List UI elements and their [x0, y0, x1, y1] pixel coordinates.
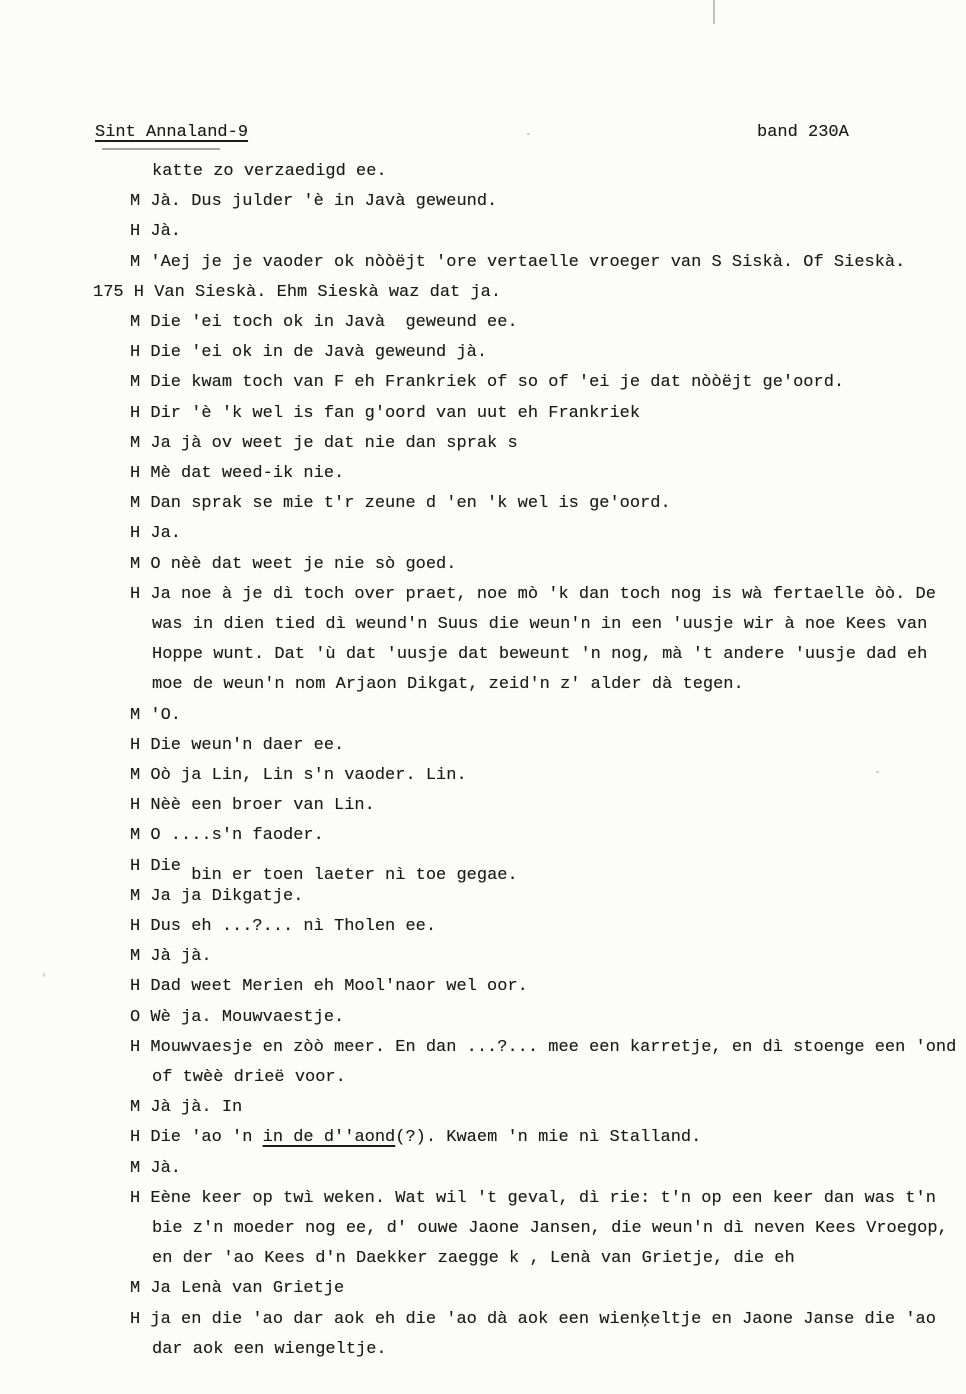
- transcript-line: M O nèè dat weet je nie sò goed.: [130, 554, 457, 574]
- transcript-line: M Jà jà.: [130, 947, 212, 967]
- transcript-line: M Ja jà ov weet je dat nie dan sprak s: [130, 433, 518, 453]
- transcript-line: H Die 'ei ok in de Javà geweund jà.: [130, 343, 488, 363]
- scan-artifact: [527, 133, 530, 135]
- line-segment: H Die 'ao 'n: [130, 1128, 263, 1148]
- transcript-line: M 'Aej je je vaoder ok nòòëjt 'ore vertaelle vroeger van S Siskà. Of Sieskà.: [130, 252, 906, 272]
- transcript-line: M Jà. Dus julder 'è in Javà geweund.: [130, 192, 498, 212]
- transcript-line: H Dus eh ...?... nì Tholen ee.: [130, 917, 437, 936]
- scan-artifact: [876, 771, 879, 773]
- transcript-line: en der 'ao Kees d'n Daekker zaegge k , Lenà van Grietje, die eh: [152, 1249, 795, 1269]
- transcript-line: 175 H Van Sieskà. Ehm Sieskà waz dat ja.: [93, 282, 502, 302]
- page-title: Sint Annaland-9: [95, 123, 249, 142]
- transcript-line: M O ....s'n faoder.: [130, 826, 324, 846]
- transcript-line: H Jà.: [130, 222, 182, 242]
- transcript-line: H Die weun'n daer ee.: [130, 735, 345, 755]
- transcript-line: M Ja Lenà van Grietje: [130, 1279, 345, 1299]
- dropped-segment: bin er toen laeter nì toe gegae.: [191, 865, 518, 885]
- transcript-line: O Wè ja. Mouwvaestje.: [130, 1007, 345, 1027]
- underlined-phrase: in de d''aond: [262, 1128, 396, 1148]
- transcript-line: M Die kwam toch van F eh Frankriek of so of 'ei je dat nòòëjt ge'oord.: [130, 373, 845, 393]
- transcript-line: H Nèè een broer van Lin.: [130, 796, 375, 816]
- transcript-line: H Mè dat weed-ik nie.: [130, 464, 345, 483]
- line-segment: (?). Kwaem 'n mie nì Stalland.: [395, 1128, 702, 1148]
- scan-artifact: [43, 973, 45, 977]
- transcript-line: [130, 1123, 701, 1153]
- transcript-line: H Dad weet Merien eh Mool'naor wel oor.: [130, 977, 528, 997]
- transcript-line: dar aok een wiengeltje.: [152, 1339, 387, 1359]
- transcript-line: [130, 852, 518, 885]
- transcript-line: katte zo verzaedigd ee.: [152, 162, 387, 181]
- transcript-line: moe de weun'n nom Arjaon Dikgat, zeid'n z' alder dà tegen.: [152, 675, 744, 695]
- transcript-line: of twèè drieë voor.: [152, 1068, 346, 1087]
- band-label: band 230A: [757, 123, 849, 142]
- transcript-line: M Die 'ei toch ok in Javà geweund ee.: [130, 313, 518, 332]
- transcript-line: M Jà.: [130, 1158, 182, 1178]
- transcript-line: was in dien tied dì weund'n Suus die weun'n in een 'uusje wir à noe Kees van: [152, 615, 928, 634]
- transcript-line: H Mouwvaesje en zòò meer. En dan ...?... mee een karretje, en dì stoenge een 'ond: [130, 1037, 957, 1057]
- transcript-line: H Dir 'è 'k wel is fan g'oord van uut eh Frankriek: [130, 403, 641, 423]
- scan-artifact: [713, 0, 715, 24]
- transcript-line: H Eène keer op twì weken. Wat wil 't geval, dì rie: t'n op een keer dan was t'n: [130, 1188, 936, 1208]
- transcript-line: Hoppe wunt. Dat 'ù dat 'uusje dat beweunt 'n nog, mà 't andere 'uusje dad eh: [152, 645, 928, 665]
- transcript-line: H Ja.: [130, 524, 182, 544]
- transcript-line: M Jà jà. In: [130, 1098, 243, 1118]
- transcript-line: M Ja ja Dikgatje.: [130, 886, 304, 906]
- transcript-line: M Dan sprak se mie t'r zeune d 'en 'k wel is ge'oord.: [130, 494, 671, 514]
- line-segment: H Die: [130, 856, 192, 876]
- transcript-line: H Ja noe à je dì toch over praet, noe mò 'k dan toch nog is wà fertaelle òò. De: [130, 584, 936, 604]
- transcript-line: bie z'n moeder nog ee, d' ouwe Jaone Jansen, die weun'n dì neven Kees Vroegop,: [152, 1219, 948, 1238]
- transcript-line: M 'O.: [130, 705, 182, 725]
- transcript-line: M Oò ja Lin, Lin s'n vaoder. Lin.: [130, 766, 467, 785]
- transcript-line: H ja en die 'ao dar aok eh die 'ao dà aok een wienķeltje en Jaone Janse die 'ao: [130, 1309, 936, 1329]
